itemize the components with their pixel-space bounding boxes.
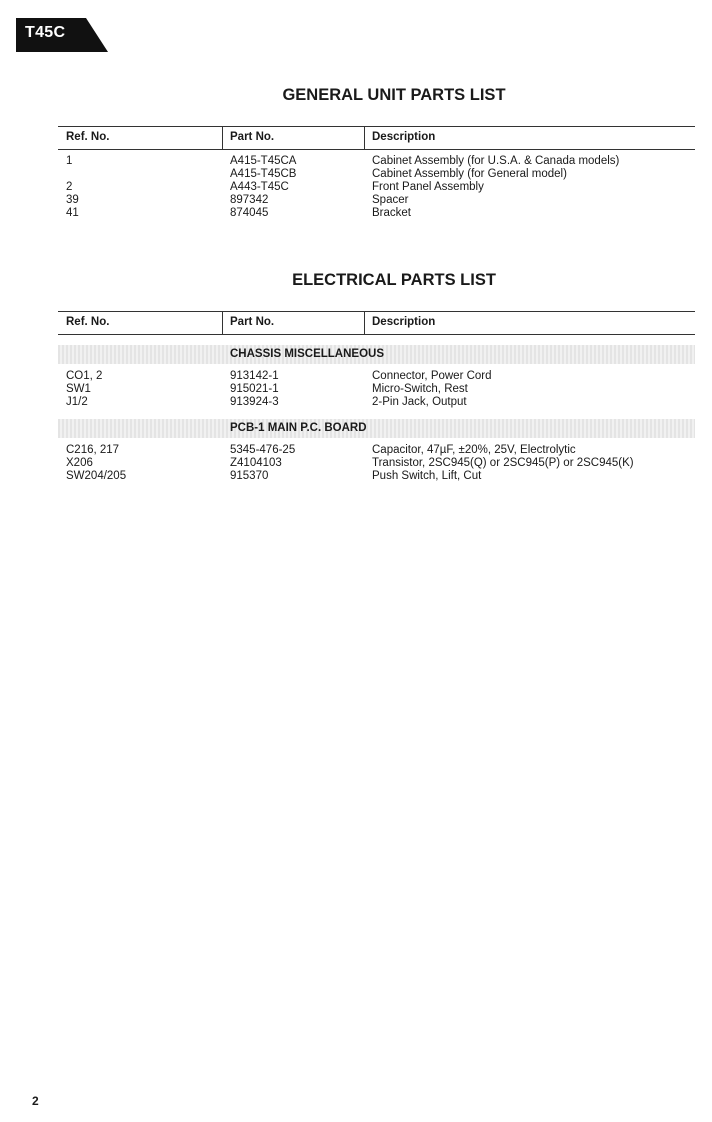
- description-cell: Front Panel Assembly: [372, 181, 484, 193]
- part-no-cell: 913924-3: [230, 396, 279, 408]
- description-cell: Connector, Power Cord: [372, 370, 492, 382]
- ref-no-cell: 39: [66, 194, 79, 206]
- part-no-cell: A415-T45CB: [230, 168, 297, 180]
- description-cell: Cabinet Assembly (for General model): [372, 168, 567, 180]
- part-no-cell: 5345-476-25: [230, 444, 296, 456]
- ref-no-cell: 41: [66, 207, 79, 219]
- table-row: [58, 470, 695, 483]
- col-part-no: Part No.: [230, 316, 275, 328]
- table-row: [58, 444, 695, 457]
- part-no-cell: 915370: [230, 470, 269, 482]
- table-row: [58, 181, 695, 194]
- model-label: T45C: [25, 24, 66, 41]
- col-description: Description: [372, 131, 436, 143]
- group-heading-label: CHASSIS MISCELLANEOUS: [230, 348, 384, 360]
- description-cell: 2-Pin Jack, Output: [372, 396, 467, 408]
- electrical-parts-table: [58, 311, 695, 483]
- table-row: [58, 194, 695, 207]
- table-row: [58, 370, 695, 383]
- ref-no-cell: J1/2: [66, 396, 88, 408]
- col-ref-no: Ref. No.: [66, 131, 110, 143]
- part-no-cell: 915021-1: [230, 383, 279, 395]
- general-table-header: [58, 126, 695, 150]
- ref-no-cell: C216, 217: [66, 444, 120, 456]
- table-row: [58, 207, 695, 220]
- ref-no-cell: SW1: [66, 383, 91, 395]
- group-heading: [58, 345, 695, 364]
- part-no-cell: 874045: [230, 207, 269, 219]
- ref-no-cell: 1: [66, 155, 73, 167]
- part-no-cell: 913142-1: [230, 370, 279, 382]
- electrical-parts-title: ELECTRICAL PARTS LIST: [292, 271, 496, 289]
- table-row: [58, 155, 695, 168]
- general-parts-title: GENERAL UNIT PARTS LIST: [282, 86, 506, 104]
- general-rows: [58, 155, 695, 220]
- description-cell: Bracket: [372, 207, 411, 219]
- description-cell: Micro-Switch, Rest: [372, 383, 468, 395]
- group-heading: [58, 419, 695, 438]
- general-parts-table: [58, 126, 695, 220]
- col-ref-no: Ref. No.: [66, 316, 110, 328]
- table-row: [58, 168, 695, 181]
- description-cell: Push Switch, Lift, Cut: [372, 470, 482, 482]
- table-row: [58, 457, 695, 470]
- ref-no-cell: CO1, 2: [66, 370, 103, 382]
- ref-no-cell: SW204/205: [66, 470, 127, 482]
- col-part-no: Part No.: [230, 131, 275, 143]
- description-cell: Capacitor, 47µF, ±20%, 25V, Electrolytic: [372, 444, 576, 456]
- group-heading-label: PCB-1 MAIN P.C. BOARD: [230, 422, 367, 434]
- part-no-cell: Z4104103: [230, 457, 282, 469]
- electrical-groups: [58, 345, 695, 483]
- ref-no-cell: 2: [66, 181, 73, 193]
- col-description: Description: [372, 316, 436, 328]
- electrical-table-header: [58, 311, 695, 335]
- table-row: [58, 396, 695, 409]
- part-no-cell: A443-T45C: [230, 181, 289, 193]
- table-row: [58, 383, 695, 396]
- page-number: 2: [32, 1094, 39, 1108]
- part-no-cell: A415-T45CA: [230, 155, 297, 167]
- description-cell: Spacer: [372, 194, 409, 206]
- ref-no-cell: X206: [66, 457, 93, 469]
- part-no-cell: 897342: [230, 194, 269, 206]
- description-cell: Transistor, 2SC945(Q) or 2SC945(P) or 2SC945(K): [372, 457, 634, 469]
- description-cell: Cabinet Assembly (for U.S.A. & Canada models): [372, 155, 620, 167]
- model-tab: [16, 18, 108, 52]
